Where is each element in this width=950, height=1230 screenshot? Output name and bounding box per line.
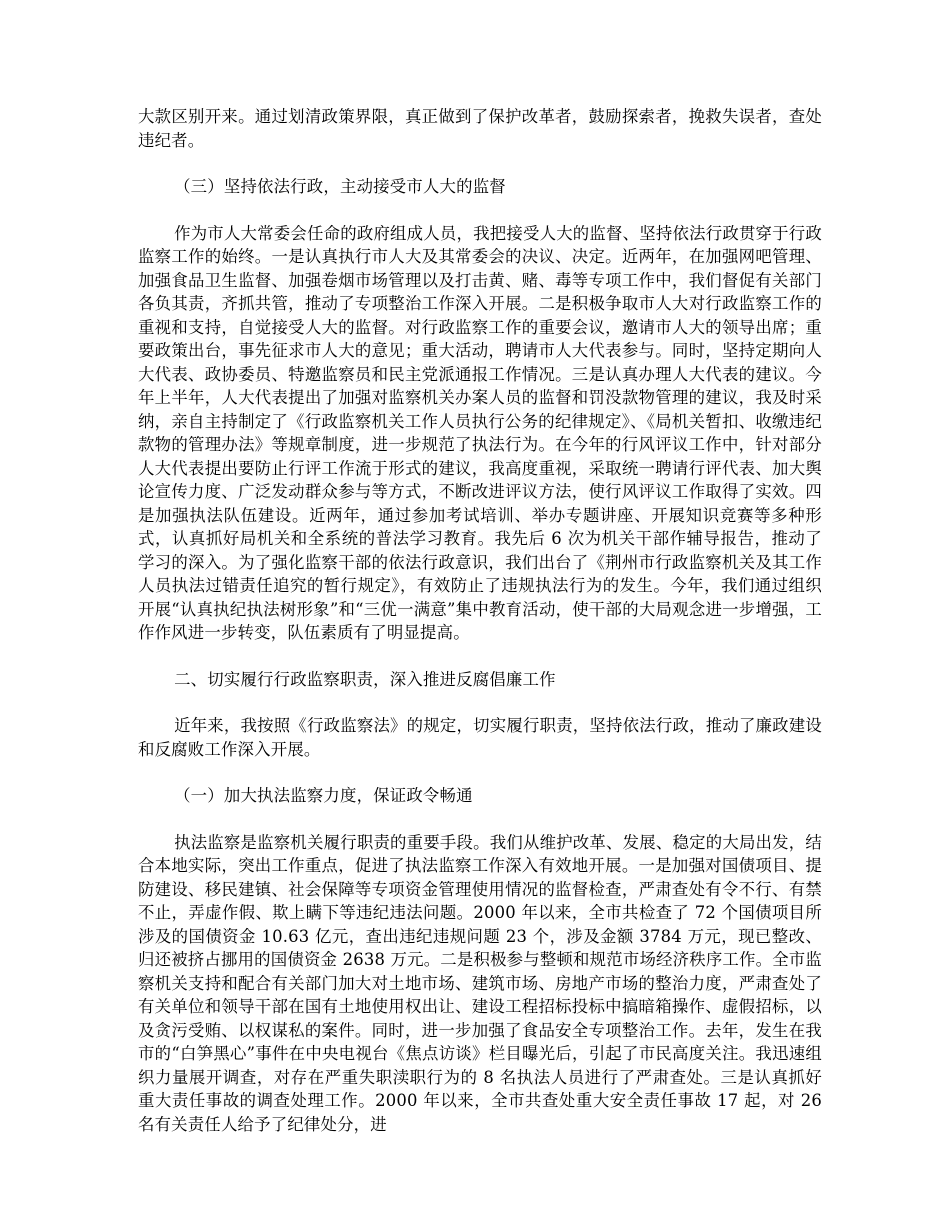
- body-paragraph-supervision: 作为市人大常委会任命的政府组成人员，我把接受人大的监督、坚持依法行政贯穿于行政监察工作的始终。一是认真执行市人大及其常委会的决议、决定。近两年，在加强网吧管理、加强食品卫生监督、加强卷烟市场管理以及打击黄、赌、毒等专项工作中，我们督促有关部门各负其责，齐抓共管，推动了专项整治工作深入开展。二是积极争取市人大对行政监察工作的重视和支持，自觉接受人大的监督。对行政监察工作的重要会议，邀请市人大的领导出席；重要政策出台，事先征求市人大的意见；重大活动，聘请市人大代表参与。同时，坚持定期向人大代表、政协委员、特邀监察员和民主党派通报工作情况。三是认真办理人大代表的建议。今年上半年，人大代表提出了加强对监察机关办案人员的监督和罚没款物管理的建议，我及时采纳，亲自主持制定了《行政监察机关工作人员执行公务的纪律规定》、《局机关暂扣、收缴违纪款物的管理办法》等规章制度，进一步规范了执法行为。在今年的行风评议工作中，针对部分人大代表提出要防止行评工作流于形式的建议，我高度重视，采取统一聘请行评代表、加大舆论宣传力度、广泛发动群众参与等方式，不断改进评议方法，使行风评议工作取得了实效。四是加强执法队伍建设。近两年，通过参加考试培训、举办专题讲座、开展知识竞赛等多种形式，认真抓好局机关和全系统的普法学习教育。我先后 6 次为机关干部作辅导报告，推动了学习的深入。为了强化监察干部的依法行政意识，我们出台了《荆州市行政监察机关及其工作人员执法过错责任追究的暂行规定》，有效防止了违规执法行为的发生。今年，我们通过组织开展“认真执纪执法树形象”和“三优一满意”集中教育活动，使干部的大局观念进一步增强，工作作风进一步转变，队伍素质有了明显提高。: [138, 223, 822, 642]
- continuation-paragraph: 大款区别开来。通过划清政策界限，真正做到了保护改革者，鼓励探索者，挽救失误者，查处违纪者。: [138, 107, 822, 150]
- body-paragraph-enforcement: 执法监察是监察机关履行职责的重要手段。我们从维护改革、发展、稳定的大局出发，结合本地实际，突出工作重点，促进了执法监察工作深入有效地开展。一是加强对国债项目、提防建设、移民建镇、社会保障等专项资金管理使用情况的监督检查，严肃查处有令不行、有禁不止，弄虚作假、欺上瞒下等违纪违法问题。2000 年以来，全市共检查了 72 个国债项目所涉及的国债资金 10.63 亿元，查出违纪违规问题 23 个，涉及金额 3784 万元，现已整改、归还被挤占挪用的国债资金 2638 万元。二是积极参与整顿和规范市场经济秩序工作。全市监察机关支持和配合有关部门加大对土地市场、建筑市场、房地产市场的整治力度，严肃查处了有关单位和领导干部在国有土地使用权出让、建设工程招标投标中搞暗箱操作、虚假招标，以及贪污受贿、以权谋私的案件。同时，进一步加强了食品安全专项整治工作。去年，发生在我市的“白笋黑心”事件在中央电视台《焦点访谈》栏目曝光后，引起了市民高度关注。我迅速组织力量展开调查，对存在严重失职渎职行为的 8 名执法人员进行了严肃查处。三是认真抓好重大责任事故的调查处理工作。2000 年以来，全市共查处重大安全责任事故 17 起，对 26 名有关责任人给予了纪律处分，进: [138, 832, 822, 1134]
- spacer: [138, 691, 822, 714]
- section-heading-2: 二、切实履行行政监察职责，深入推进反腐倡廉工作: [174, 669, 556, 689]
- spacer: [138, 152, 822, 175]
- subsection-heading-3: （三）坚持依法行政，主动接受市人大的监督: [174, 177, 506, 196]
- spacer: [138, 761, 822, 784]
- subsection-heading-1: （一）加大执法监察力度，保证政令畅通: [174, 786, 473, 805]
- spacer: [138, 808, 822, 831]
- body-paragraph-intro: 近年来，我按照《行政监察法》的规定，切实履行职责，坚持依法行政，推动了廉政建设和反腐败工作深入开展。: [138, 716, 822, 759]
- spacer: [138, 645, 822, 668]
- spacer: [138, 199, 822, 222]
